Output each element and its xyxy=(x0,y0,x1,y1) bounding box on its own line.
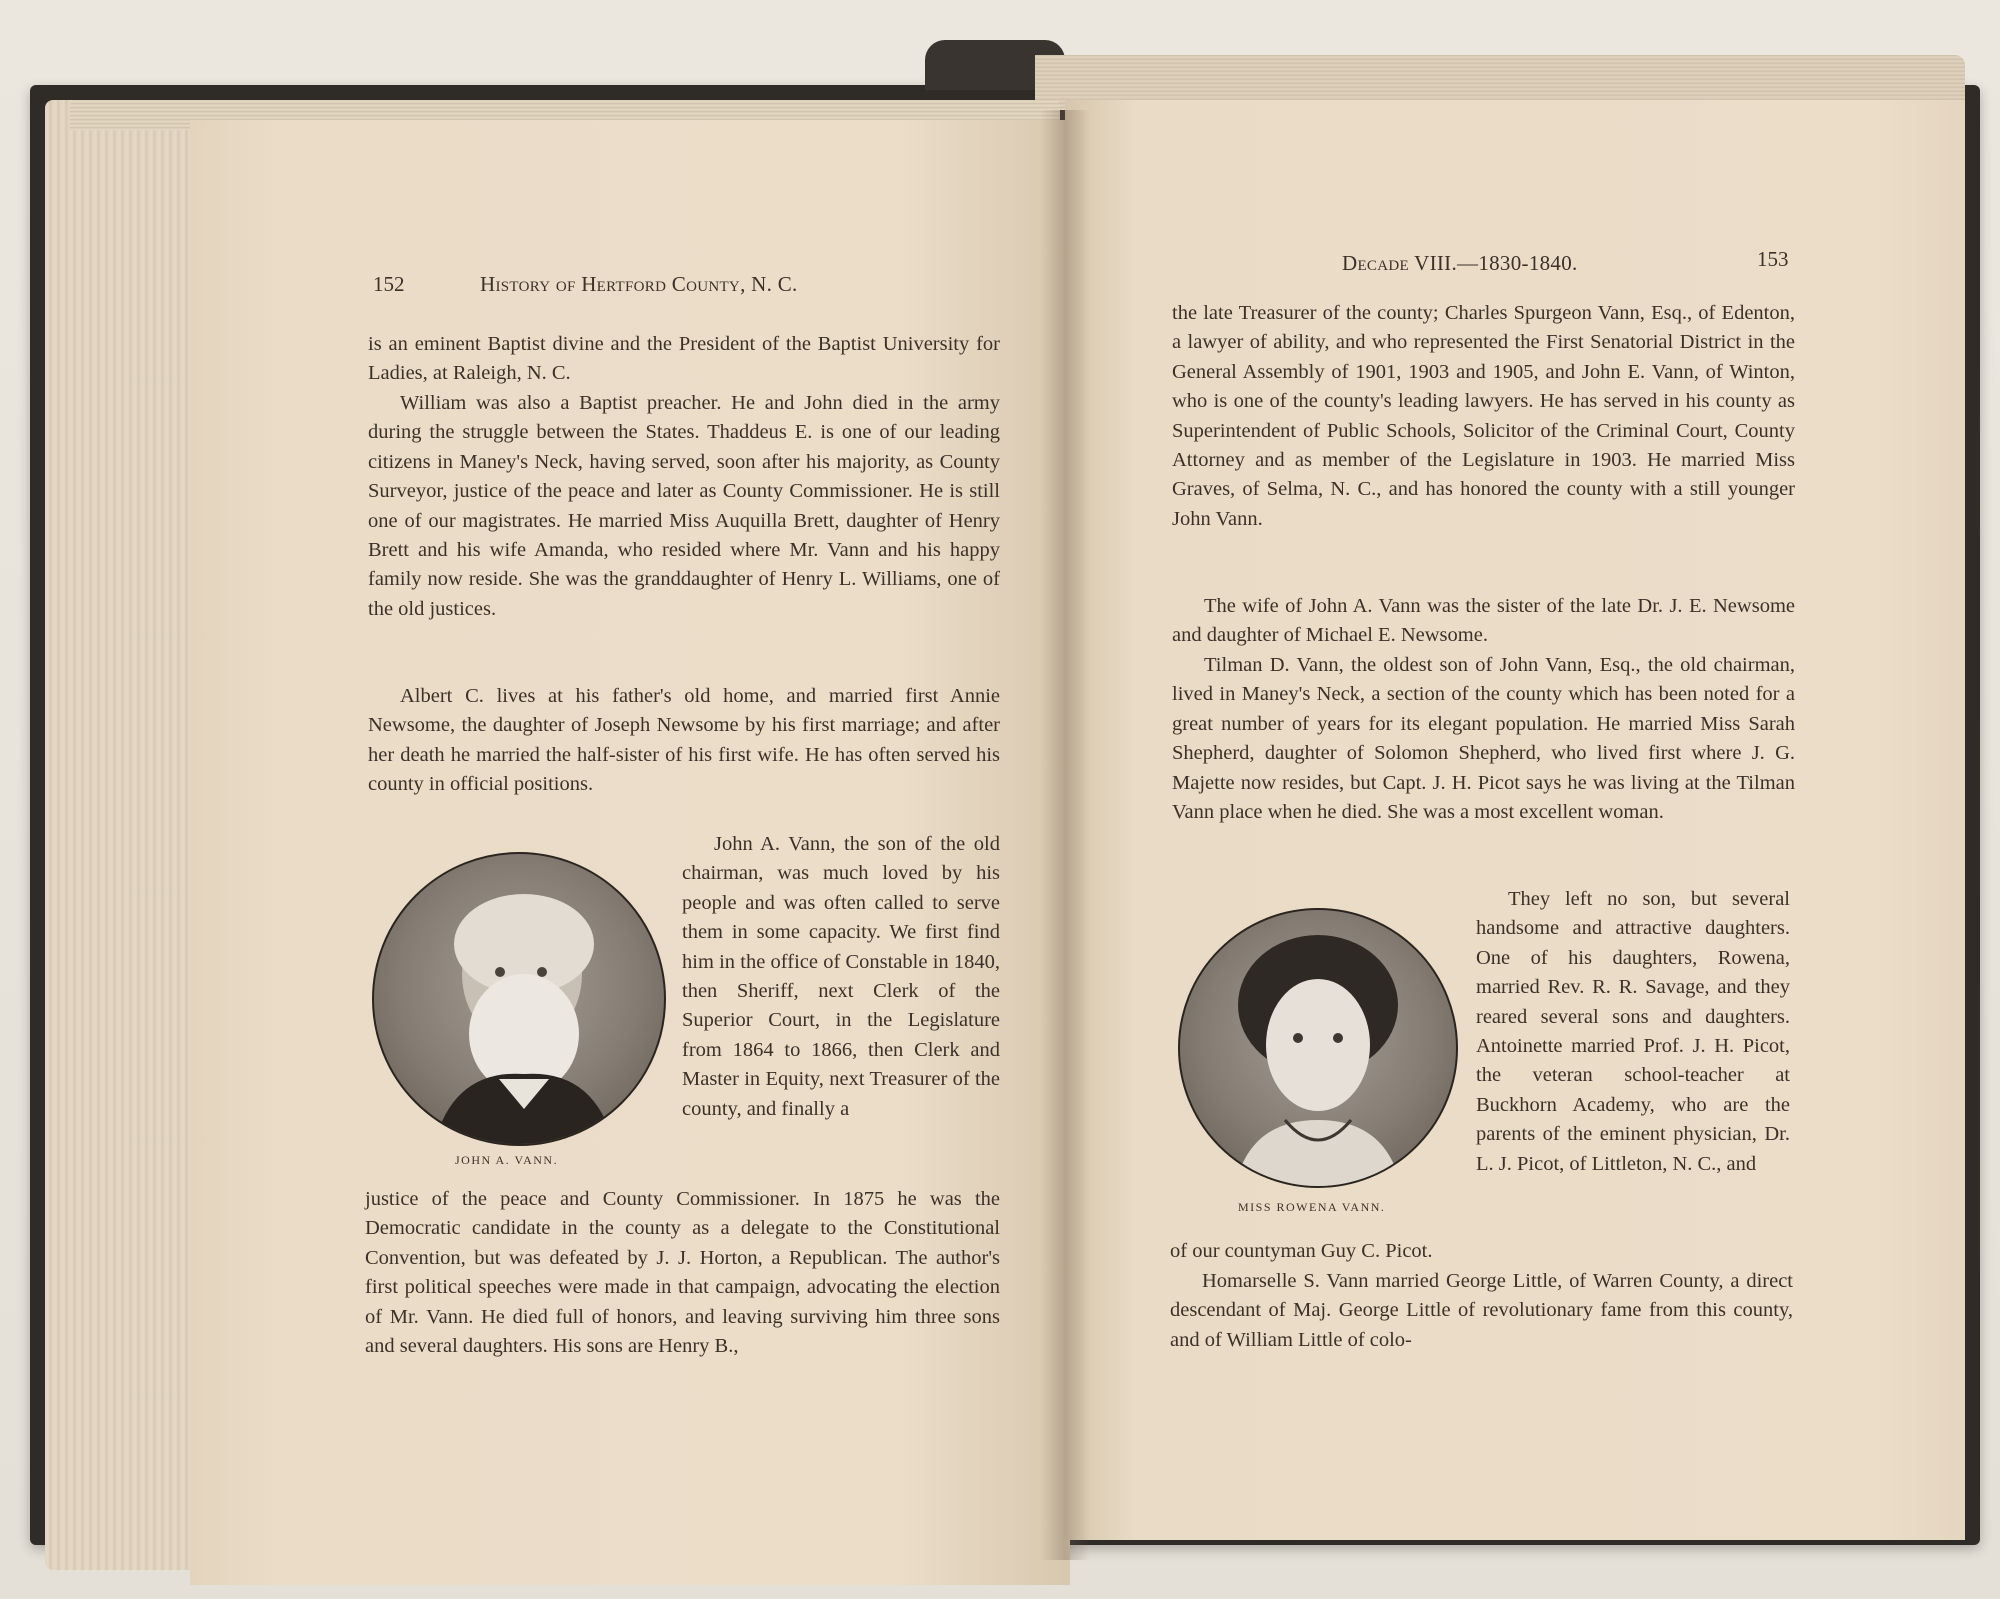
left-paragraph-2: William was also a Baptist preacher. He and John died in the army during the struggle between the States. Thaddeus E. is one of our leading citizens in Maney's Neck, having served, soon after his majority, as County Surveyor, justice of the peace and later as County Commissioner. He is still one of our magistrates. He married Miss Auquilla Brett, daughter of Henry Brett and his wife Amanda, who resided where Mr. Vann and his happy family now reside. She was the granddaughter of Henry L. Williams, one of the old justices. xyxy=(368,392,1000,620)
left-running-head: History of Hertford County, N. C. xyxy=(480,272,798,296)
right-paragraph-4-top: They left no son, but several handsome and attractive daughters. One of his daughters, Rowena, married Rev. R. R. Savage, and they reared several sons and daughters. Antoinette married Prof. J. H. Picot, the veteran school-teacher at Buckhorn Academy, who are the parents of the eminent physician, Dr. L. J. Picot, of Littleton, N. C., and xyxy=(1476,888,1790,1175)
left-page-number: 152 xyxy=(373,272,405,296)
right-page-number: 153 xyxy=(1757,247,1789,271)
portrait-caption-miss-rowena-vann: MISS ROWENA VANN. xyxy=(1238,1200,1386,1214)
right-paragraph-3: Tilman D. Vann, the oldest son of John Vann, Esq., the old chairman, lived in Maney's Neck, a section of the county which has been noted for a great number of years for its elegant population. He married Miss Sarah Shepherd, daughter of Solomon Shepherd, who lived first where J. G. Majette now resides, but Capt. J. H. Picot says he was living at the Tilman Vann place when he died. She was a most excellent woman. xyxy=(1172,654,1795,824)
portrait-image xyxy=(374,854,664,1144)
right-paragraph-4-bottom: of our countyman Guy C. Picot. xyxy=(1170,1240,1433,1262)
book-gutter-shadow xyxy=(1040,110,1090,1560)
left-paragraph-1: is an eminent Baptist divine and the President of the Baptist University for Ladies, at Raleigh, N. C. xyxy=(368,333,1000,385)
left-paragraph-4-bottom: justice of the peace and County Commissioner. In 1875 he was the Democratic candidate in the county as a delegate to the Constitutional Convention, but was defeated by J. J. Horton, a Republican. The author's first political speeches were made in that campaign, advocating the election of Mr. Vann. He died full of honors, and leaving surviving him three sons and several daughters. His sons are Henry B., xyxy=(365,1188,1000,1358)
right-paragraph-1: the late Treasurer of the county; Charles Spurgeon Vann, Esq., of Edenton, a lawyer of ability, and who represented the First Senatorial District in the General Assembly of 1901, 1903 and 1905, and John E. Vann, of Winton, who is one of the county's leading lawyers. He has served in his county as Superintendent of Public Schools, Solicitor of the Criminal Court, County Attorney and as member of the Legislature in 1903. He married Miss Graves, of Selma, N. C., and has honored the county with a still younger John Vann. xyxy=(1172,302,1795,530)
left-paragraph-3: Albert C. lives at his father's old home, and married first Annie Newsome, the daughter of Joseph Newsome by his first marriage; and after her death he married the half-sister of his first wife. He has often served his county in official positions. xyxy=(368,685,1000,796)
left-paragraph-4-top: John A. Vann, the son of the old chairman, was much loved by his people and was often called to serve them in some capacity. We first find him in the office of Constable in 1840, then Sheriff, next Clerk of the Superior Court, in the Legislature from 1864 to 1866, then Clerk and Master in Equity, next Treasurer of the county, and finally a xyxy=(682,833,1000,1120)
portrait-image xyxy=(1180,910,1456,1186)
right-running-head: Decade VIII.—1830-1840. xyxy=(1342,251,1578,275)
portrait-john-a-vann xyxy=(372,852,666,1146)
right-paragraph-5: Homarselle S. Vann married George Little, of Warren County, a direct descendant of Maj. George Little of revolutionary fame from this county, and of William Little of colo- xyxy=(1170,1270,1793,1351)
portrait-miss-rowena-vann xyxy=(1178,908,1458,1188)
right-paragraph-2: The wife of John A. Vann was the sister of the late Dr. J. E. Newsome and daughter of Michael E. Newsome. xyxy=(1172,595,1795,647)
portrait-caption-john-a-vann: JOHN A. VANN. xyxy=(455,1153,559,1167)
